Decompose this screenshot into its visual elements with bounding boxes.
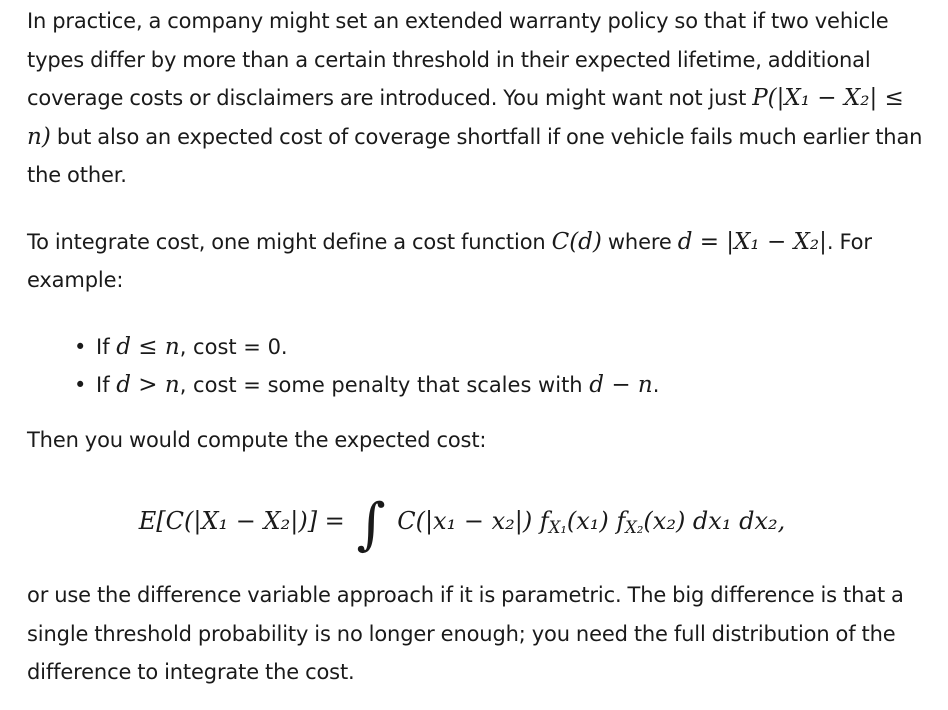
cost-rule-list [27, 328, 927, 405]
list-item-text: If [96, 373, 117, 397]
list-item-text: , cost = 0. [179, 334, 288, 359]
paragraph-text: To integrate cost, one might define a cost function [27, 229, 552, 254]
expected-cost-equation [27, 479, 927, 563]
paragraph-text: In practice, a company might set an extended warranty policy so that if two vehicle types differ by more than a certain threshold in their expected lifetime, additional coverage costs or disclaimers are introduced. You might want not just [27, 9, 889, 110]
cost-function-expression: C(d) [551, 228, 602, 255]
penalty-expression: d − n [589, 372, 653, 398]
bullet-marker: • [74, 373, 87, 397]
paragraph-expected-cost-intro: Then you would compute the expected cost: [27, 427, 487, 452]
paragraph-difference-approach: or use the difference variable approach if it is parametric. The big difference is that a single threshold probability is no longer enough; you need the full distribution of the difference to integrate the cost. [27, 583, 904, 684]
paragraph-text: . For example: [27, 229, 872, 292]
condition-expression: d ≤ n [116, 333, 180, 360]
bullet-marker: • [74, 334, 87, 359]
list-item [27, 366, 927, 405]
equation-rhs: C(|x₁ − x₂|) $f_{X_1}(x_1)$ $f_{X_2}(x_2)$ dx₁ dx₂, [389, 507, 786, 538]
paragraph-text: where [601, 229, 678, 254]
integral-sign: ∫ [356, 492, 386, 557]
difference-definition-expression: d = |X₁ − X₂| [677, 228, 827, 255]
paragraph-cost-function [27, 223, 927, 300]
equation-lhs: E[C(|X₁ − X₂|)] = [138, 507, 353, 535]
probability-expression: P(|X₁ − X₂| ≤ n) [27, 85, 904, 150]
paragraph-warranty-policy [27, 2, 927, 195]
paragraph-text: but also an expected cost of coverage shortfall if one vehicle fails much earlier than the other. [27, 124, 923, 187]
list-item-text: . [652, 373, 660, 397]
condition-expression: d > n [116, 372, 180, 398]
list-item [27, 328, 927, 367]
list-item-text: , cost = some penalty that scales with [179, 373, 590, 397]
list-item-text: If [96, 334, 117, 359]
document-body [27, 2, 927, 692]
